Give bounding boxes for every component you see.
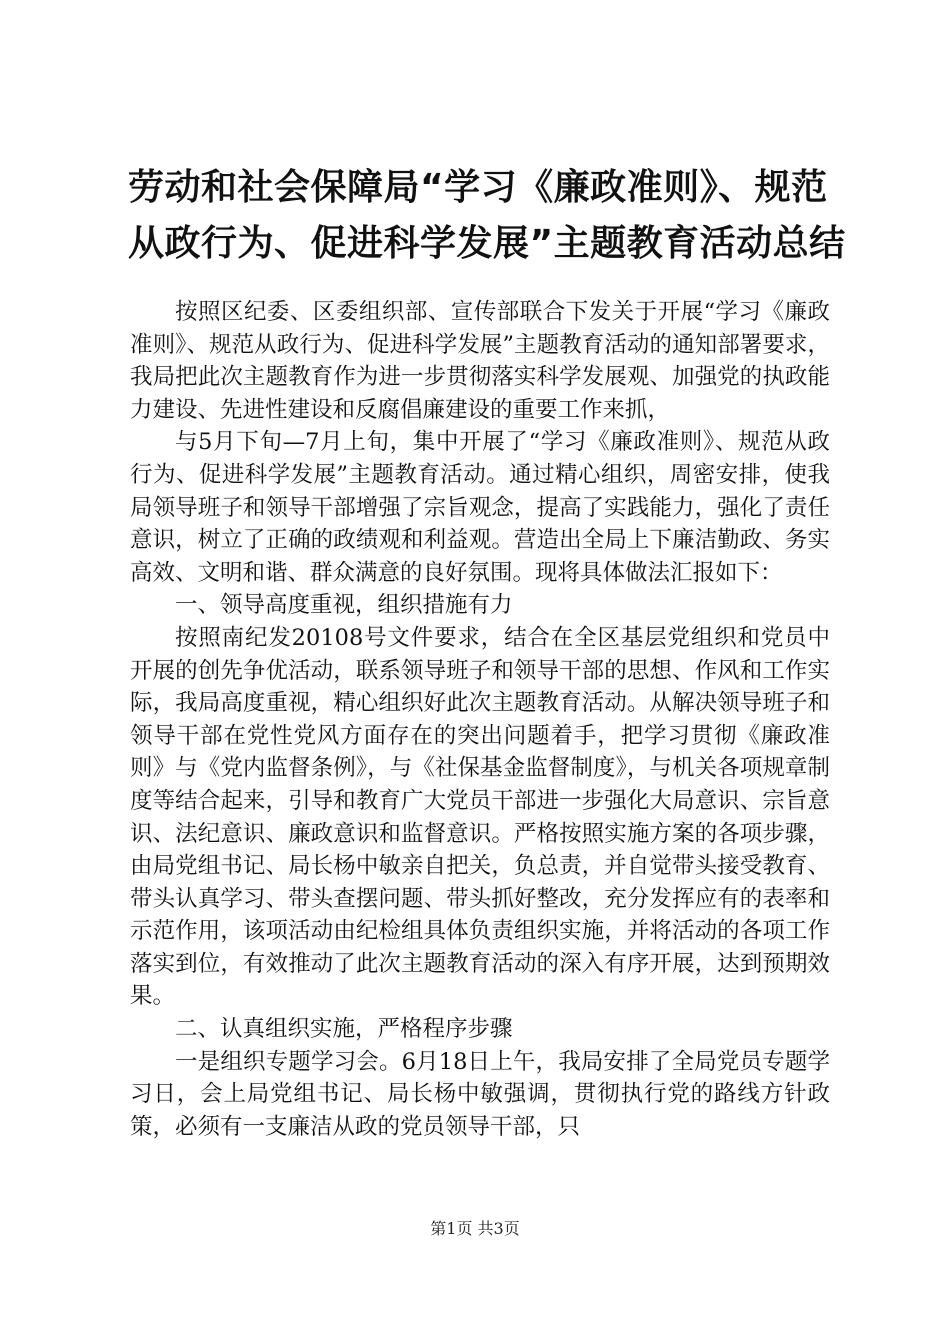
section-heading-2: 二、认真组织实施，严格程序步骤 xyxy=(175,1016,513,1043)
paragraph-intro: 按照区纪委、区委组织部、宣传部联合下发关于开展“学习《廉政准则》、规范从政行为、促进科学发展”主题教育活动的通知部署要求，我局把此次主题教育作为进一步贯彻落实科学发展观、加强党的执政能力建设、先进性建设和反腐倡廉建设的重要工作来抓， xyxy=(130,299,830,423)
paragraph-summary: 与5月下旬—7月上旬，集中开展了“学习《廉政准则》、规范从政行为、促进科学发展”主题教育活动。通过精心组织，周密安排，使我局领导班子和领导干部增强了宗旨观念，提高了实践能力，强化了责任意识，树立了正确的政绩观和利益观。营造出全局上下廉洁勤政、务实高效、文明和谐、群众满意的良好氛围。现将具体做法汇报如下： xyxy=(130,429,830,586)
page-footer: 第1页 共3页 xyxy=(430,1219,520,1238)
document-body xyxy=(130,296,830,1143)
section-heading-1: 一、领导高度重视，组织措施有力 xyxy=(175,592,513,619)
paragraph-section-1: 按照南纪发20108号文件要求，结合在全区基层党组织和党员中开展的创先争优活动，联系领导班子和领导干部的思想、作风和工作实际，我局高度重视，精心组织好此次主题教育活动。从解决领导班子和领导干部在党性党风方面存在的突出问题着手，把学习贯彻《廉政准则》与《党内监督条例》，与《社保基金监督制度》，与机关各项规章制度等结合起来，引导和教育广大党员干部进一步强化大局意识、宗旨意识、法纪意识、廉政意识和监督意识。严格按照实施方案的各项步骤，由局党组书记、局长杨中敏亲自把关，负总责，并自觉带头接受教育、带头认真学习、带头查摆问题、带头抓好整改，充分发挥应有的表率和示范作用，该项活动由纪检组具体负责组织实施，并将活动的各项工作落实到位，有效推动了此次主题教育活动的深入有序开展，达到预期效果。 xyxy=(130,624,830,1010)
document-title: 劳动和社会保障局“学习《廉政准则》、规范从政行为、促进科学发展”主题教育活动总结 xyxy=(128,167,846,264)
paragraph-section-2: 一是组织专题学习会。6月18日上午，我局安排了全局党员专题学习日，会上局党组书记、局长杨中敏强调，贯彻执行党的路线方针政策，必须有一支廉洁从政的党员领导干部，只 xyxy=(130,1048,830,1140)
